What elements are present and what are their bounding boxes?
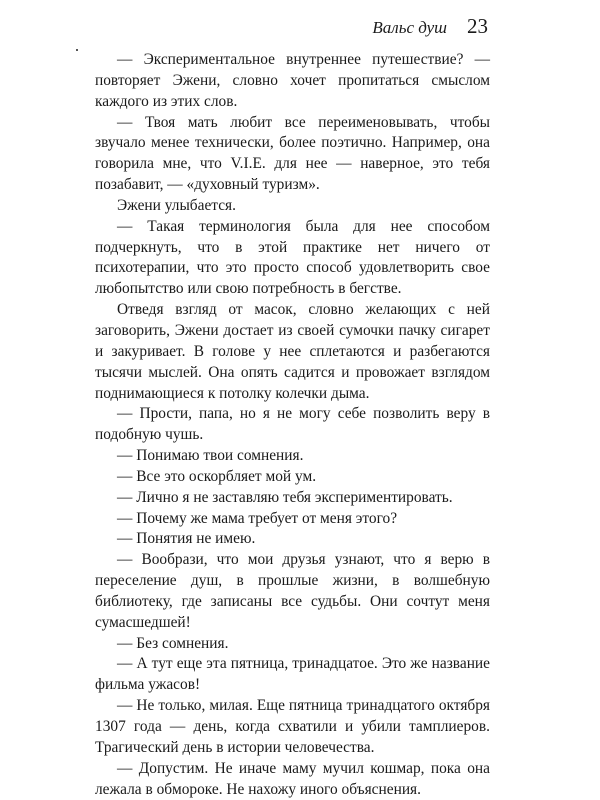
paragraph: — Такая терминология была для нее способом подчеркнуть, что в этой практике нет ничего от психотерапии, что это просто способ удовлетворить свое любопытство или свою потребность в бегстве. [95,217,490,298]
paragraph: — Экспериментальное внутреннее путешествие? — повторяет Эжени, словно хочет пропитаться смыслом каждого из этих слов. [95,51,490,110]
paragraph: — Прости, папа, но я не могу себе позволить веру в подобную чушь. [95,405,490,444]
paragraph: — Понимаю твои сомнения. [117,447,304,465]
paragraph: — Допустим. Не иначе маму мучил кошмар, пока она лежала в обмороке. Не нахожу иного объяснения. [95,759,490,798]
paragraph: — Лично я не заставляю тебя экспериментировать. [117,488,453,506]
margin-mark [76,49,78,51]
paragraph: — Вообрази, что мои друзья узнают, что я верю в переселение душ, в прошлые жизни, в волшебную библиотеку, где записаны все судьбы. Они сочтут меня сумасшедшей! [95,551,490,631]
body-text [95,50,490,800]
paragraph: — Понятия не имею. [117,530,256,548]
paragraph: Эжени улыбается. [117,196,236,214]
paragraph: Отведя взгляд от масок, словно желающих с ней заговорить, Эжени достает из своей сумочки пачку сигарет и закуривает. В голове у нее сплетаются и разбегаются тысячи мыслей. Она опять садится и провожает взглядом поднимающиеся к потолку колечки дыма. [95,301,490,402]
paragraph: — Твоя мать любит все переименовывать, чтобы звучало менее технически, более поэтично. Например, она говорила мне, что V.I.E. для нее — наверное, это тебя позабавит, — «духовный туризм». [95,113,490,194]
page-number: 23 [467,14,488,38]
paragraph: — Почему же мама требует от меня этого? [117,509,398,527]
page-header [372,14,488,39]
paragraph: — А тут еще эта пятница, тринадцатое. Это же название фильма ужасов! [95,655,490,694]
paragraph: — Не только, милая. Еще пятница тринадцатого октября 1307 года — день, когда схватили и убили тамплиеров. Трагический день в истории человечества. [95,697,490,756]
paragraph: — Все это оскорбляет мой ум. [117,467,317,485]
paragraph: — Без сомнения. [117,634,229,652]
running-title: Вальс душ [372,18,447,37]
